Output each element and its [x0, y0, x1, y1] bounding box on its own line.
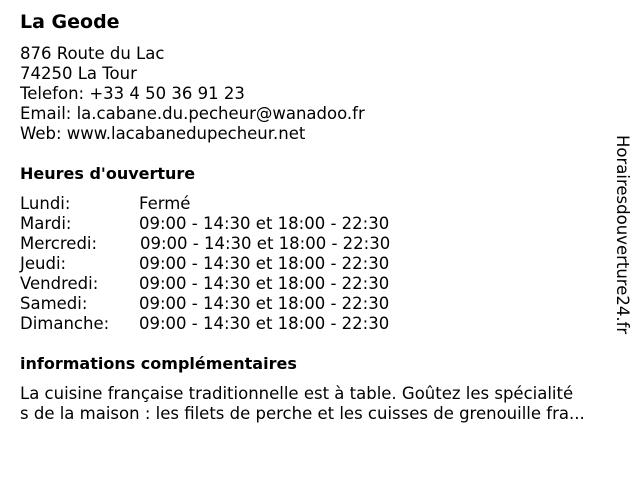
hours-day: Mardi:	[20, 214, 72, 233]
hours-time: 09:00 - 14:30 et 18:00 - 22:30	[139, 214, 390, 233]
hours-time: 09:00 - 14:30 et 18:00 - 22:30	[139, 294, 390, 313]
contact-block	[20, 44, 365, 144]
business-name: La Geode	[20, 11, 120, 33]
hours-time: 09:00 - 14:30 et 18:00 - 22:30	[139, 274, 390, 293]
hours-day: Dimanche:	[20, 314, 110, 333]
hours-day: Mercredi:	[20, 234, 98, 253]
description-line-1: La cuisine française traditionnelle est à table. Goûtez les spécialité	[20, 384, 574, 403]
hours-day: Jeudi:	[20, 254, 67, 273]
email-address: Email: la.cabane.du.pecheur@wanadoo.fr	[20, 104, 365, 123]
hours-day: Samedi:	[20, 294, 88, 313]
hours-heading: Heures d'ouverture	[20, 164, 196, 183]
address-street: 876 Route du Lac	[20, 44, 165, 63]
website-address: Web: www.lacabanedupecheur.net	[20, 124, 306, 143]
hours-day: Vendredi:	[20, 274, 99, 293]
hours-time: Fermé	[139, 194, 191, 213]
description-text	[20, 384, 620, 424]
hours-day: Lundi:	[20, 194, 71, 213]
hours-time: 09:00 - 14:30 et 18:00 - 22:30	[139, 314, 390, 333]
info-heading: informations complémentaires	[20, 354, 297, 373]
hours-time: 09:00 - 14:30 et 18:00 - 22:30	[139, 254, 390, 273]
hours-time: 09:00 - 14:30 et 18:00 - 22:30	[140, 234, 391, 253]
watermark-text: Horairesdouverture24.fr	[613, 135, 632, 335]
phone-number: Telefon: +33 4 50 36 91 23	[20, 84, 245, 103]
description-line-2: s de la maison : les filets de perche et les cuisses de grenouille fra...	[20, 404, 585, 423]
address-city: 74250 La Tour	[20, 64, 137, 83]
